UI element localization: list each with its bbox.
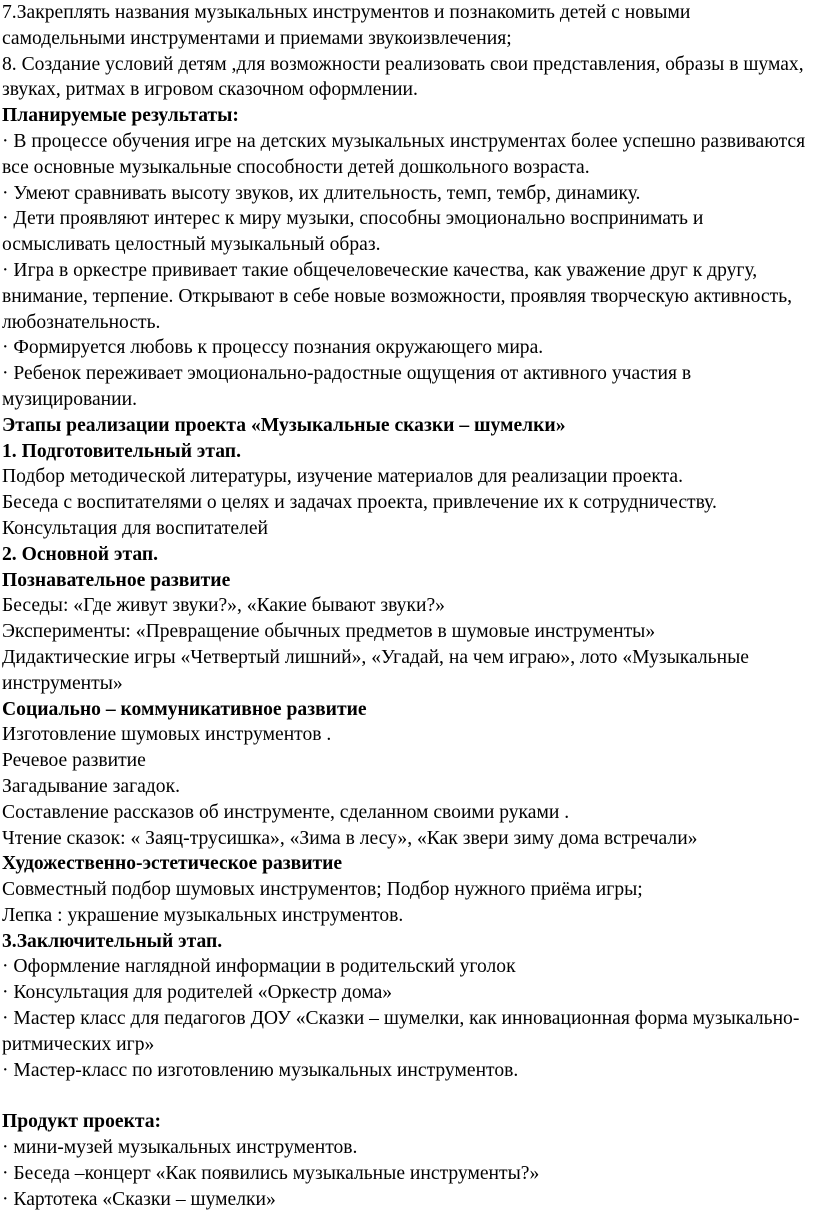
blank-spacer xyxy=(2,1083,812,1109)
social-heading: Социально – коммуникативное развитие xyxy=(2,698,367,720)
result-item: · Игра в оркестре прививает такие общечеловеческие качества, как уважение друг к другу, внимание, терпение. Открывают в себе новые возможности, проявляя творческую активность, любознательность. xyxy=(2,259,793,333)
art-heading: Художественно-эстетическое развитие xyxy=(2,853,343,875)
stage3-item: · Оформление наглядной информации в родительский уголок xyxy=(2,956,516,978)
stage1-item: Подбор методической литературы, изучение материалов для реализации проекта. xyxy=(2,466,684,488)
social-item: Составление рассказов об инструменте, сделанном своими руками . xyxy=(2,801,570,823)
social-item: Чтение сказок: « Заяц-трусишка», «Зима в лесу», «Как звери зиму дома встречали» xyxy=(2,827,698,849)
art-item: Лепка : украшение музыкальных инструментов. xyxy=(2,904,404,926)
stage2-heading: 2. Основной этап. xyxy=(2,543,159,565)
cognitive-item: Беседы: «Где живут звуки?», «Какие бывают звуки?» xyxy=(2,595,445,617)
stage1-item: Консультация для воспитателей xyxy=(2,517,269,539)
social-item: Загадывание загадок. xyxy=(2,775,180,797)
result-item: · Ребенок переживает эмоционально-радостные ощущения от активного участия в музицировании. xyxy=(2,363,692,410)
product-item: · Картотека «Сказки – шумелки» xyxy=(2,1188,276,1210)
goal-8-text: 8. Создание условий детям ,для возможности реализовать свои представления, образы в шумах, звуках, ритмах в игровом сказочном оформлении. xyxy=(2,53,804,101)
stage3-item: · Консультация для родителей «Оркестр дома» xyxy=(2,982,393,1004)
stage3-item: · Мастер-класс по изготовлению музыкальных инструментов. xyxy=(2,1059,519,1081)
goal-7-text: 7.Закреплять названия музыкальных инструментов и познакомить детей с новыми самодельными инструментами и приемами звукоизвлечения; xyxy=(2,2,691,49)
result-item: · Формируется любовь к процессу познания окружающего мира. xyxy=(2,337,544,359)
stage1-heading: 1. Подготовительный этап. xyxy=(2,440,241,462)
cognitive-item: Эксперименты: «Превращение обычных предметов в шумовые инструменты» xyxy=(2,621,656,643)
stages-heading: Этапы реализации проекта «Музыкальные сказки – шумелки» xyxy=(2,414,566,436)
product-heading: Продукт проекта: xyxy=(2,1111,162,1133)
result-item: · Умеют сравнивать высоту звуков, их длительность, темп, тембр, динамику. xyxy=(2,182,641,204)
stage1-item: Беседа с воспитателями о целях и задачах проекта, привлечение их к сотрудничеству. xyxy=(2,492,717,514)
product-item: · Беседа –концерт «Как появились музыкальные инструменты?» xyxy=(2,1162,540,1184)
stage3-heading: 3.Заключительный этап. xyxy=(2,930,223,952)
result-item: · В процессе обучения игре на детских музыкальных инструментах более успешно развиваются все основные музыкальные способности детей дошкольного возраста. xyxy=(2,130,806,178)
cognitive-heading: Познавательное развитие xyxy=(2,569,231,591)
stage3-item: · Мастер класс для педагогов ДОУ «Сказки – шумелки, как инновационная форма музыкально-ритмических игр» xyxy=(2,1008,800,1055)
results-heading: Планируемые результаты: xyxy=(2,105,239,127)
result-item: · Дети проявляют интерес к миру музыки, способны эмоционально воспринимать и осмысливать целостный музыкальный образ. xyxy=(2,208,704,256)
art-item: Совместный подбор шумовых инструментов; Подбор нужного приёма игры; xyxy=(2,879,643,901)
cognitive-item: Дидактические игры «Четвертый лишний», «Угадай, на чем играю», лото «Музыкальные инструменты» xyxy=(2,646,749,694)
product-item: · мини-музей музыкальных инструментов. xyxy=(2,1137,358,1159)
social-item: Изготовление шумовых инструментов . xyxy=(2,724,332,746)
social-item: Речевое развитие xyxy=(2,750,146,772)
